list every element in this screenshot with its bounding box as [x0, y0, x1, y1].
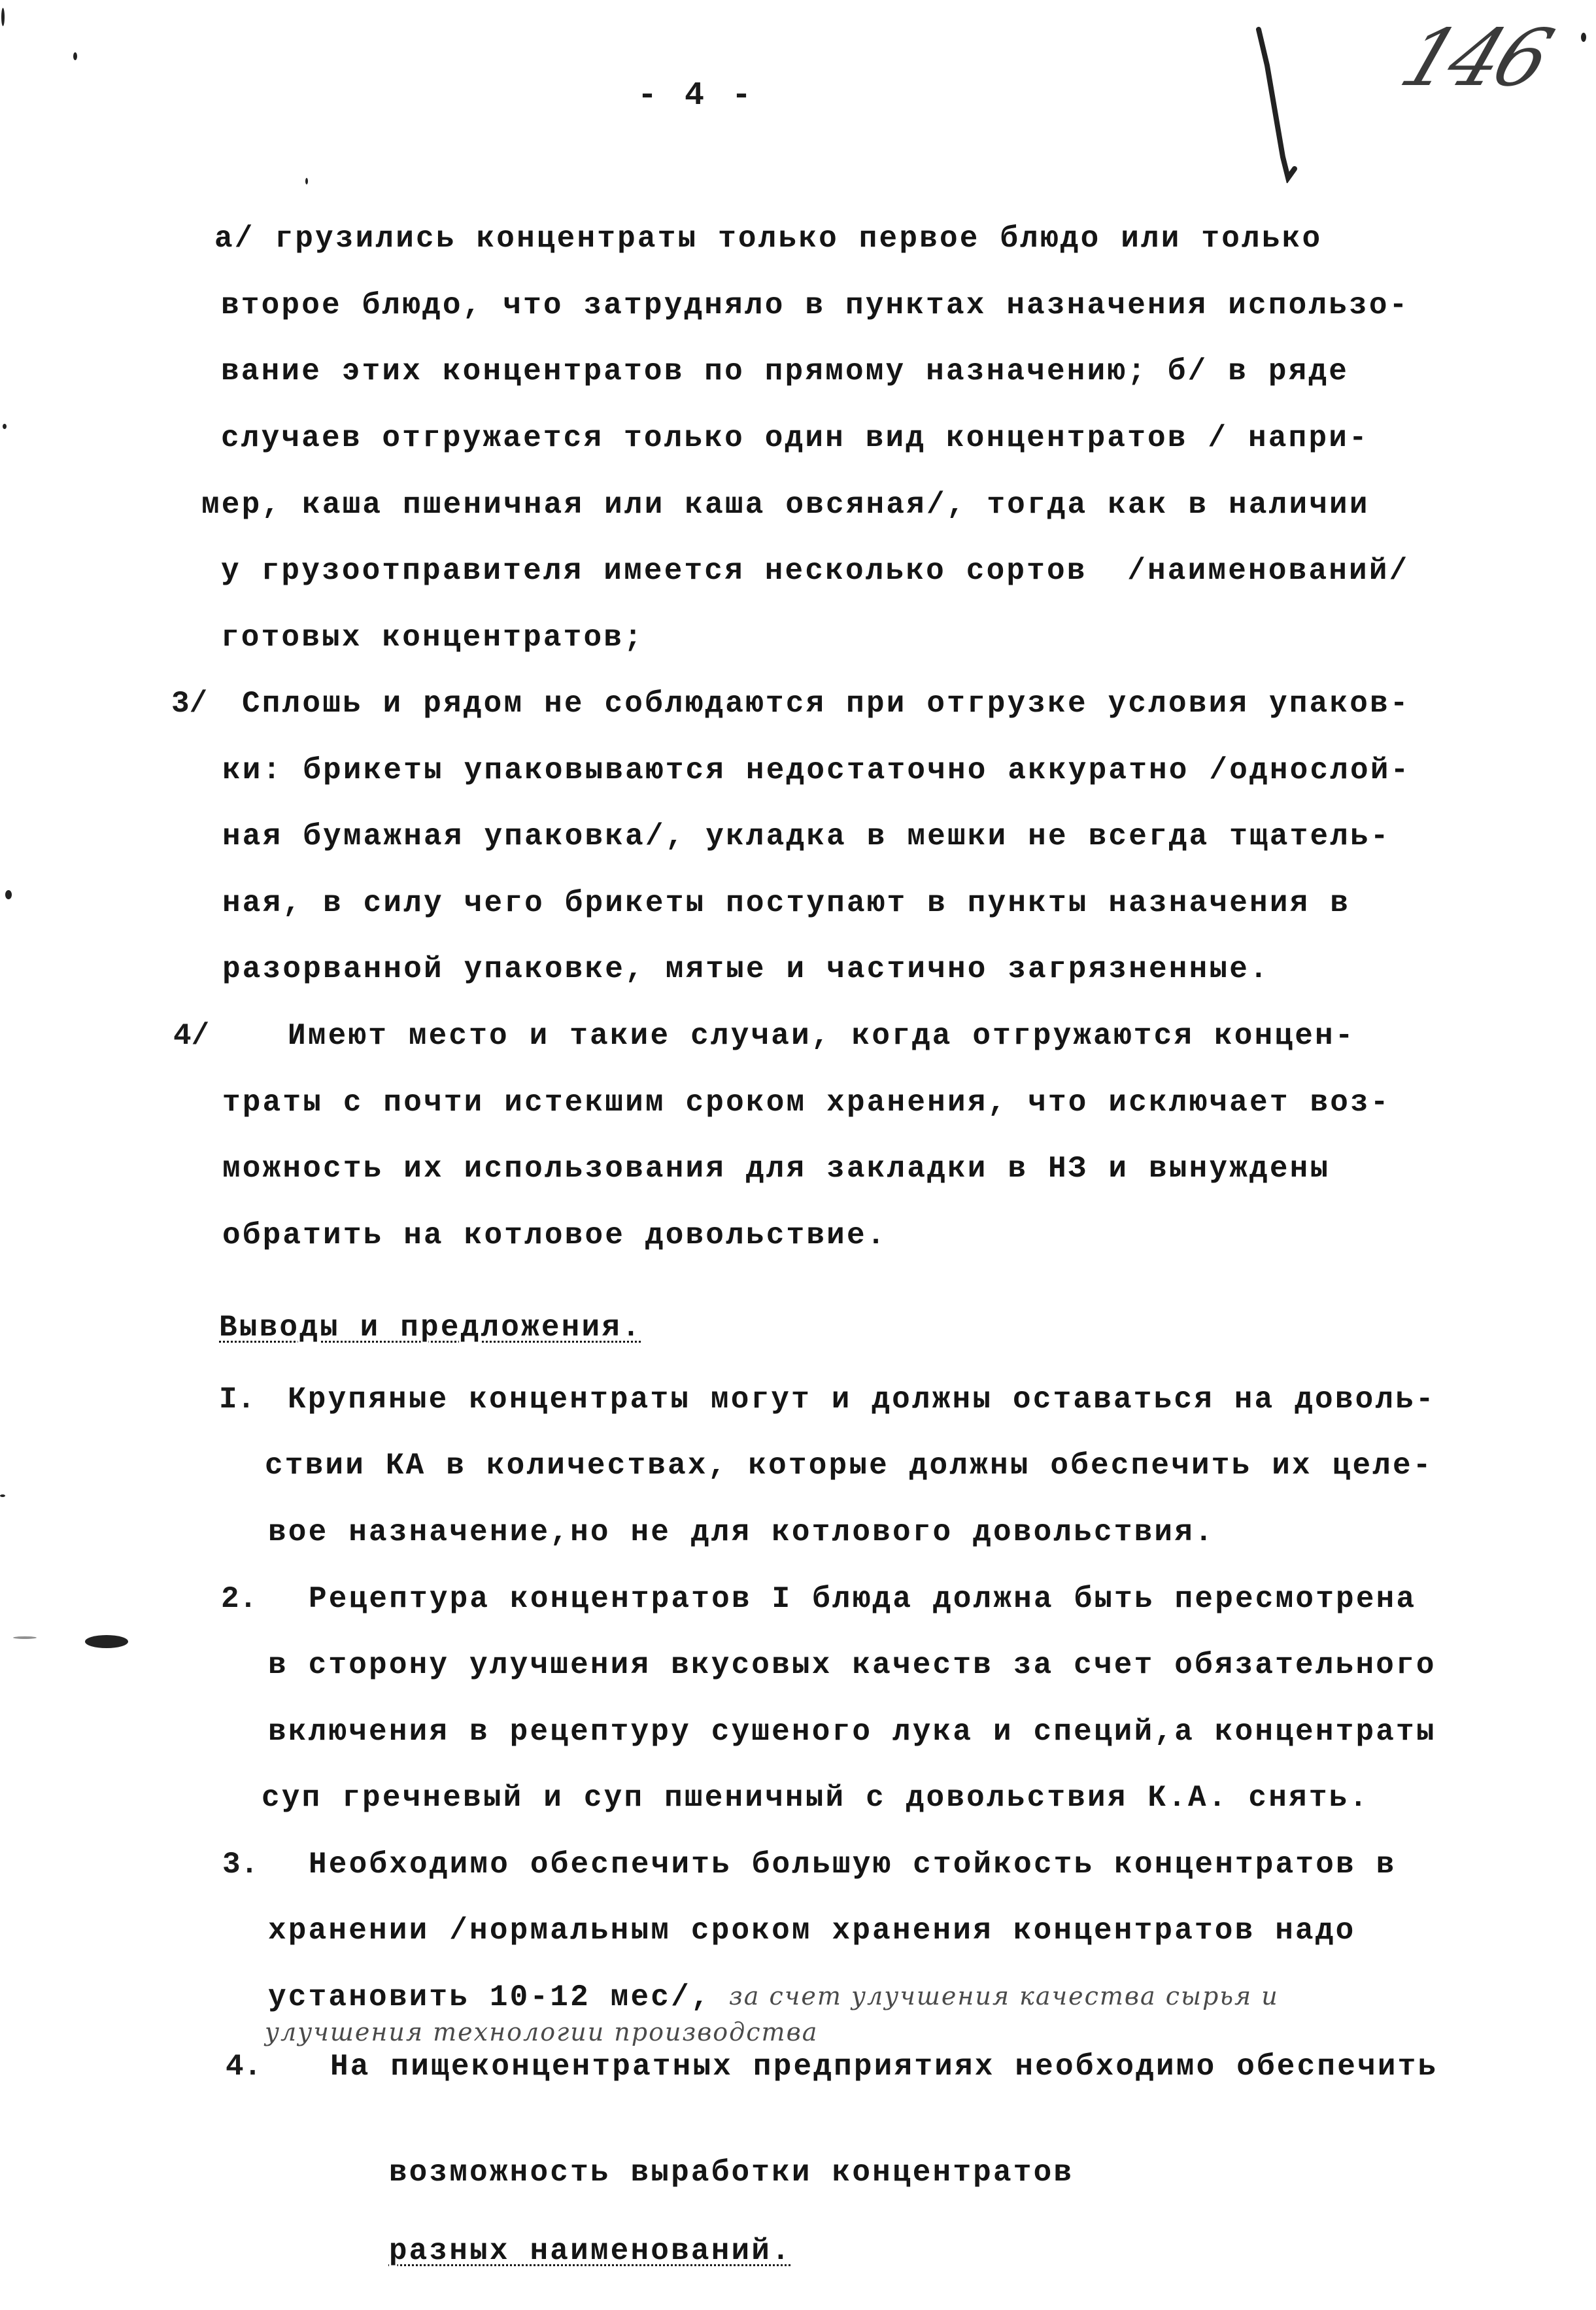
- text-line: в сторону улучшения вкусовых качеств за счет обязательного: [268, 1648, 1436, 1682]
- scan-artifact: [1, 8, 5, 26]
- text-line: траты с почти истекшим сроком хранения, что исключает воз-: [222, 1086, 1391, 1120]
- text-line: а/ грузились концентраты только первое блюдо или только: [214, 222, 1323, 256]
- list-marker: 3.: [222, 1848, 259, 1882]
- text-line-start: возможность выработки концентратов: [388, 2156, 1074, 2190]
- list-marker: 2.: [221, 1582, 258, 1616]
- section-heading: Выводы и предложения.: [219, 1311, 642, 1345]
- scan-artifact: [1581, 33, 1586, 42]
- list-marker: 4.: [226, 2050, 262, 2084]
- text-line: Рецептура концентратов I блюда должна быть пересмотрена: [309, 1582, 1417, 1616]
- text-line: готовых концентратов;: [221, 621, 644, 655]
- text-line: хранении /нормальным сроком хранения концентратов надо: [268, 1914, 1356, 1948]
- text-line: На пищеконцентратных предприятиях необходимо обеспечить: [330, 2050, 1438, 2084]
- text-line: ствии КА в количествах, которые должны обеспечить их целе-: [265, 1449, 1433, 1483]
- text-line: Имеют место и такие случаи, когда отгружаются концен-: [288, 1019, 1355, 1053]
- text-line: включения в рецептуру сушеного лука и специй,а концентраты: [268, 1715, 1436, 1749]
- text-line: Сплошь и рядом не соблюдаются при отгрузке условия упаков-: [242, 687, 1410, 721]
- text-line: у грузоотправителя имеется несколько сортов /наименований/: [221, 554, 1410, 588]
- text-line: мер, каша пшеничная или каша овсяная/, тогда как в наличии: [201, 488, 1370, 522]
- list-marker: 3/: [171, 687, 208, 721]
- text-line: вание этих концентратов по прямому назначению; б/ в ряде: [221, 354, 1350, 388]
- scan-artifact: [305, 178, 308, 184]
- underlined-phrase: разных наименований.: [388, 2234, 792, 2268]
- page-number: - 4 -: [637, 77, 756, 114]
- scan-artifact: [5, 890, 12, 899]
- text-line: суп гречневый и суп пшеничный с довольствия К.А. снять.: [262, 1781, 1370, 1815]
- text-line: ная, в силу чего брикеты поступают в пункты назначения в: [222, 886, 1351, 920]
- list-marker: I.: [219, 1383, 256, 1417]
- check-mark-icon: [1255, 26, 1301, 183]
- text-line: установить 10-12 мес/,: [268, 1980, 711, 2014]
- scan-artifact: [3, 424, 7, 429]
- text-line: Необходимо обеспечить большую стойкость концентратов в: [309, 1848, 1397, 1882]
- scan-artifact: [85, 1635, 128, 1648]
- scan-artifact: [13, 1636, 37, 1639]
- text-line: разорванной упаковке, мятые и частично загрязненные.: [222, 952, 1270, 986]
- handwritten-sheet-number: 146: [1389, 13, 1561, 104]
- text-line: [268, 2114, 1074, 2310]
- text-line: случаев отгружается только один вид концентратов / напри-: [221, 421, 1369, 455]
- text-line: второе блюдо, что затрудняло в пунктах назначения использо-: [221, 288, 1410, 322]
- text-line: Крупяные концентраты могут и должны оставаться на доволь-: [288, 1383, 1436, 1417]
- text-line: обратить на котловое довольствие.: [222, 1218, 887, 1252]
- handwritten-insert: улучшения технологии производства: [265, 2018, 819, 2046]
- scan-artifact: [73, 52, 77, 60]
- scan-artifact: [0, 1494, 5, 1497]
- text-line: ки: брикеты упаковываются недостаточно аккуратно /однослой-: [222, 753, 1411, 787]
- text-line: вое назначение,но не для котлового довольствия.: [268, 1515, 1215, 1549]
- text-line: ная бумажная упаковка/, укладка в мешки не всегда тщатель-: [222, 819, 1391, 853]
- handwritten-insert: за счет улучшения качества сырья и: [729, 1982, 1279, 2010]
- text-line: можность их использования для закладки в НЗ и вынуждены: [222, 1152, 1331, 1186]
- list-marker: 4/: [173, 1019, 210, 1053]
